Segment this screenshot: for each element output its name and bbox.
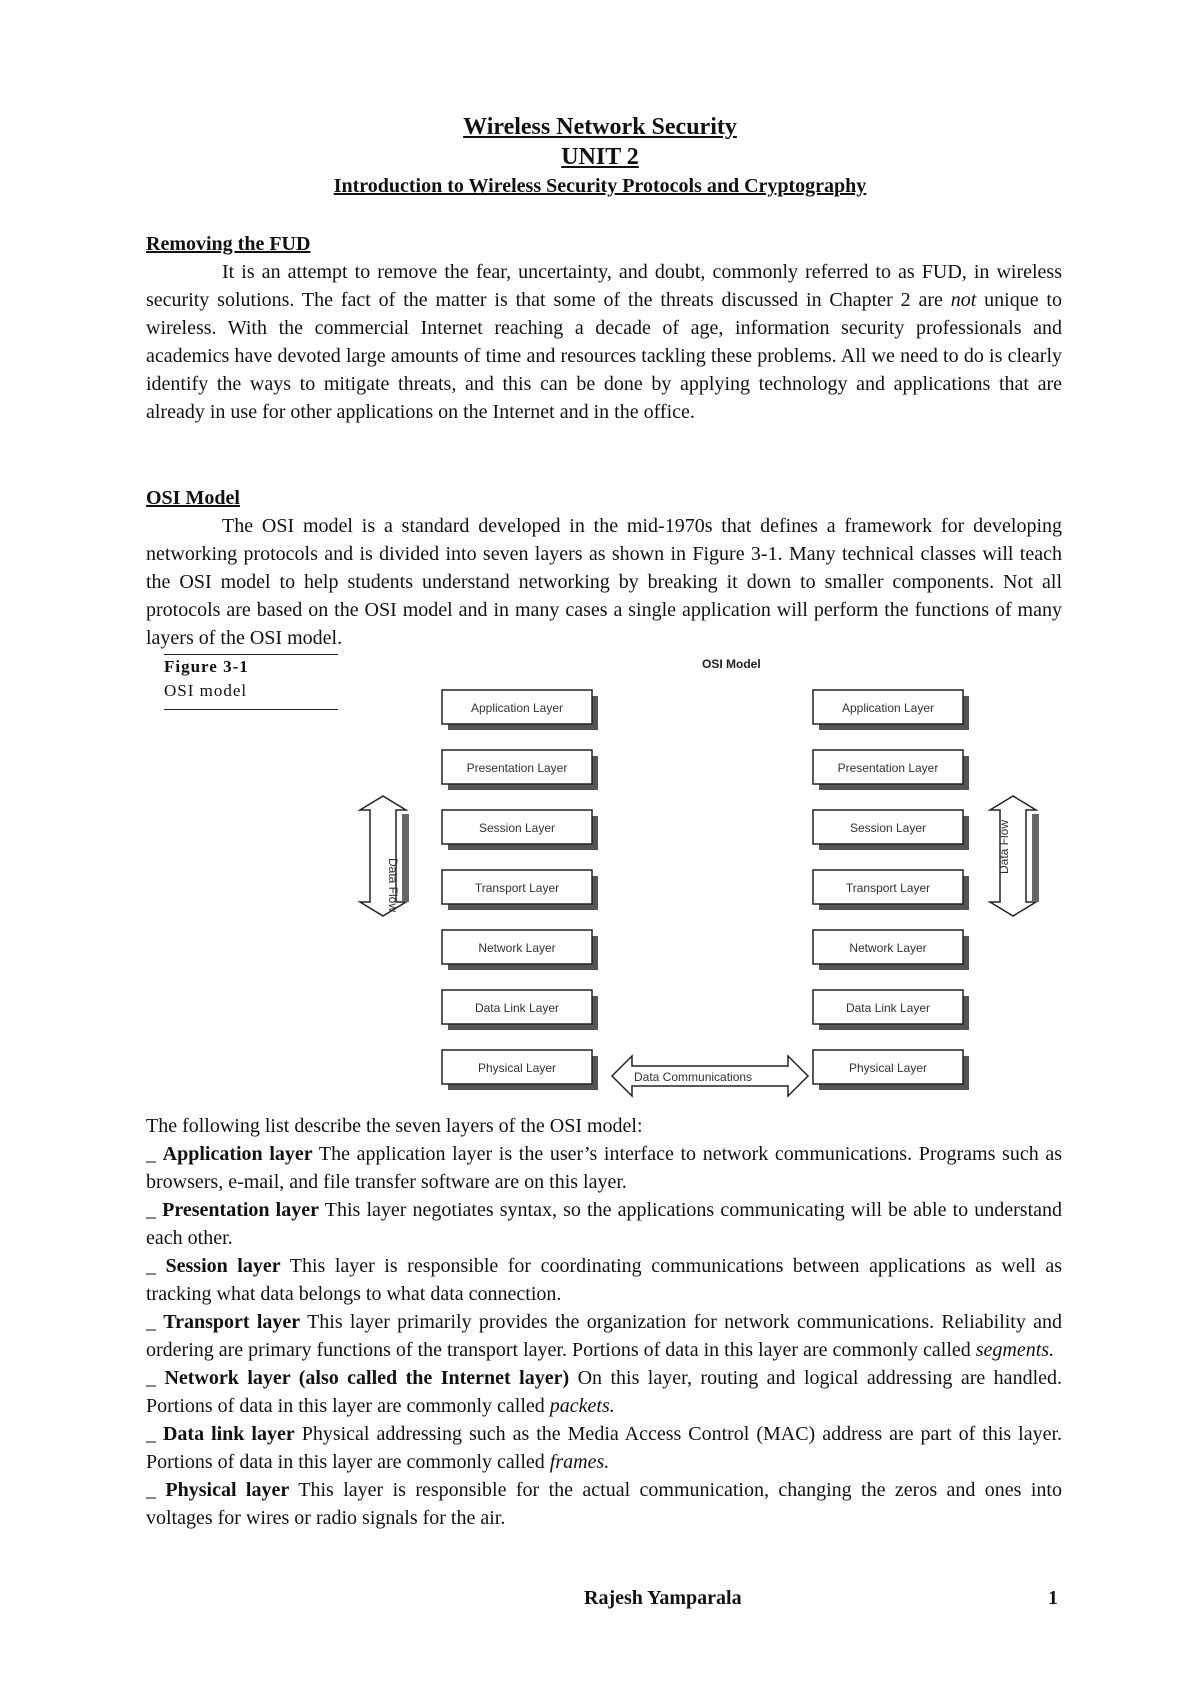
right-arrow-label: Data Flow <box>997 819 1011 874</box>
section-removing-fud <box>146 230 1062 426</box>
left-layer-box <box>442 690 598 730</box>
right-layer-label: Presentation Layer <box>837 761 939 775</box>
diagram-title: OSI Model <box>702 657 761 671</box>
left-layer-label: Presentation Layer <box>466 761 568 775</box>
section-heading-fud: Removing the FUD <box>146 233 311 255</box>
layer-description: This layer negotiates syntax, so the applications communicating will be able to understand each other. <box>146 1199 1063 1249</box>
layer-description: This layer is responsible for coordinating communications between applications as well as tracking what data belongs to what data connection. <box>146 1255 1062 1305</box>
figure-caption: OSI model <box>164 681 248 700</box>
right-layer-box <box>813 990 969 1030</box>
right-layer-box <box>813 930 969 970</box>
right-layer-stack <box>813 690 969 1090</box>
left-data-flow-arrow <box>360 796 409 916</box>
document-title: Wireless Network Security <box>463 114 737 140</box>
right-layer-label: Transport Layer <box>845 881 931 895</box>
list-item: _ Network layer (also called the Internet layer) On this layer, routing and logical addressing are handled. Portions of data in this layer are commonly called packets. <box>146 1367 1062 1417</box>
section-heading-osi: OSI Model <box>146 487 240 509</box>
layer-term: Session layer <box>165 1255 281 1277</box>
layer-term: Data link layer <box>162 1423 295 1445</box>
left-layer-label: Session Layer <box>478 821 556 835</box>
left-layer-label: Network Layer <box>478 941 556 955</box>
list-item: _ Presentation layer This layer negotiates syntax, so the applications communicating will be able to understand each other. <box>146 1199 1063 1249</box>
right-layer-label: Session Layer <box>849 821 927 835</box>
left-layer-box <box>442 810 598 850</box>
right-layer-label: Application Layer <box>841 701 935 715</box>
footer-author: Rajesh Yamparala <box>584 1587 742 1609</box>
left-layer-box <box>442 870 598 910</box>
layer-description-list <box>146 1140 1062 1532</box>
list-item: _ Application layer The application layer is the user’s interface to network communications. Programs such as browsers, e-mail, and file transfer software are on this layer. <box>146 1143 1062 1193</box>
layer-term: Application layer <box>162 1143 313 1165</box>
list-item: _ Physical layer This layer is responsible for the actual communication, changing the zeros and ones into voltages for wires or radio signals for the air. <box>146 1479 1062 1529</box>
layer-term: Transport layer <box>163 1311 301 1333</box>
right-layer-box <box>813 810 969 850</box>
right-layer-label: Network Layer <box>849 941 927 955</box>
figure-number: Figure 3-1 <box>164 657 249 676</box>
right-layer-label: Data Link Layer <box>845 1001 931 1015</box>
right-layer-box <box>813 750 969 790</box>
layer-description: The application layer is the user’s interface to network communications. Programs such as browsers, e-mail, and file transfer software are on this layer. <box>146 1143 1062 1193</box>
layer-description: This layer is responsible for the actual communication, changing the zeros and ones into voltages for wires or radio signals for the air. <box>146 1479 1062 1529</box>
left-layer-label: Transport Layer <box>474 881 560 895</box>
list-item: _ Data link layer Physical addressing such as the Media Access Control (MAC) address are part of this layer. Portions of data in this layer are commonly called frames. <box>146 1423 1063 1473</box>
right-layer-box <box>813 1050 969 1090</box>
bottom-data-communications-arrow <box>612 1056 808 1096</box>
layer-emphasis: frames. <box>549 1451 610 1473</box>
left-layer-label: Application Layer <box>470 701 564 715</box>
list-item: _ Session layer This layer is responsible for coordinating communications between applications as well as tracking what data belongs to what data connection. <box>146 1255 1062 1305</box>
right-data-flow-arrow <box>990 796 1039 916</box>
paragraph-osi: The OSI model is a standard developed in the mid-1970s that defines a framework for developing networking protocols and is divided into seven layers as shown in Figure 3-1. Many technical classes will teach the OSI model to help students understand networking by breaking it down to smaller components. Not all protocols are based on the OSI model and in many cases a single application will perform the functions of many layers of the OSI model. <box>146 515 1062 649</box>
layer-description: On this layer, routing and logical addressing are handled. Portions of data in this layer are commonly called <box>146 1367 1062 1417</box>
list-item: _ Transport layer This layer primarily provides the organization for network communications. Reliability and ordering are primary functions of the transport layer. Portions of data in this layer are commonly called segments. <box>146 1311 1063 1361</box>
paragraph-fud: It is an attempt to remove the fear, uncertainty, and doubt, commonly referred to as FUD, in wireless security solutions. The fact of the matter is that some of the threats discussed in Chapter 2 are not unique to wireless. With the commercial Internet reaching a decade of age, information security professionals and academics have devoted large amounts of time and resources tackling these problems. All we need to do is clearly identify the ways to mitigate threats, and this can be done by applying technology and applications that are already in use for other applications on the Internet and in the office. <box>146 261 1062 423</box>
layer-emphasis: packets. <box>549 1395 615 1417</box>
page-number: 1 <box>1048 1587 1058 1609</box>
osi-model-diagram <box>0 650 1200 1100</box>
unit-label: UNIT 2 <box>561 144 639 170</box>
left-layer-box <box>442 750 598 790</box>
document-subtitle: Introduction to Wireless Security Protocols and Cryptography <box>333 175 867 197</box>
section-layer-list <box>146 1112 1062 1532</box>
right-layer-box <box>813 690 969 730</box>
section-osi-model <box>146 484 1062 652</box>
right-layer-box <box>813 870 969 910</box>
layer-term: Network layer (also called the Internet layer) <box>164 1367 570 1389</box>
layer-description: Physical addressing such as the Media Access Control (MAC) address are part of this layer. Portions of data in this layer are commonly called <box>146 1423 1063 1473</box>
left-layer-label: Physical Layer <box>477 1061 557 1075</box>
left-arrow-label: Data Flow <box>386 858 400 913</box>
layer-term: Physical layer <box>165 1479 290 1501</box>
layer-description: This layer primarily provides the organization for network communications. Reliability and ordering are primary functions of the transport layer. Portions of data in this layer are commonly called <box>146 1311 1063 1361</box>
document-title-block <box>0 112 1200 200</box>
layer-term: Presentation layer <box>162 1199 319 1221</box>
left-layer-stack <box>442 690 598 1090</box>
left-layer-box <box>442 930 598 970</box>
right-layer-label: Physical Layer <box>848 1061 928 1075</box>
bottom-arrow-label: Data Communications <box>634 1070 753 1084</box>
layer-emphasis: segments. <box>975 1339 1055 1361</box>
left-layer-box <box>442 1050 598 1090</box>
left-layer-label: Data Link Layer <box>474 1001 560 1015</box>
left-layer-box <box>442 990 598 1030</box>
list-intro: The following list describe the seven layers of the OSI model: <box>146 1115 643 1137</box>
